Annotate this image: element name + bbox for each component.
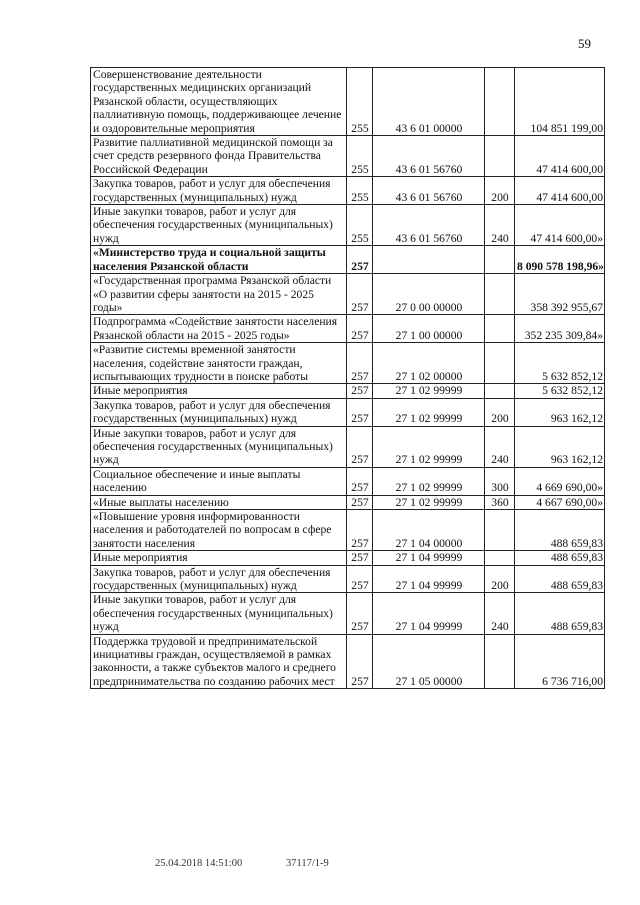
budget-table <box>90 67 605 689</box>
cell-amount: 963 162,12 <box>515 398 605 426</box>
cell-amount: 488 659,83 <box>515 510 605 551</box>
cell-target-article: 27 1 04 99999 <box>373 551 485 565</box>
cell-name: Развитие паллиативной медицинской помощи за счет средств резервного фонда Правительства Российской Федерации <box>91 136 347 177</box>
cell-amount: 5 632 852,12 <box>515 384 605 398</box>
cell-amount: 47 414 600,00 <box>515 136 605 177</box>
cell-expense-type: 240 <box>485 426 515 467</box>
cell-amount: 488 659,83 <box>515 593 605 634</box>
cell-target-article: 27 1 02 99999 <box>373 495 485 509</box>
cell-expense-type <box>485 246 515 274</box>
cell-target-article: 43 6 01 56760 <box>373 136 485 177</box>
table-row <box>91 274 605 315</box>
cell-target-article: 43 6 01 00000 <box>373 68 485 136</box>
table-row <box>91 315 605 343</box>
cell-ministry-code: 255 <box>347 68 373 136</box>
cell-target-article: 43 6 01 56760 <box>373 177 485 205</box>
cell-ministry-code: 255 <box>347 136 373 177</box>
cell-name: Подпрограмма «Содействие занятости населения Рязанской области на 2015 - 2025 годы» <box>91 315 347 343</box>
cell-name: Закупка товаров, работ и услуг для обеспечения государственных (муниципальных) нужд <box>91 398 347 426</box>
table-row <box>91 398 605 426</box>
footer-timestamp: 25.04.2018 14:51:00 <box>155 858 243 869</box>
cell-name: Иные закупки товаров, работ и услуг для обеспечения государственных (муниципальных) нужд <box>91 205 347 246</box>
cell-name: «Повышение уровня информированности населения и работодателей по вопросам в сфере занятости населения <box>91 510 347 551</box>
cell-name: «Иные выплаты населению <box>91 495 347 509</box>
cell-expense-type <box>485 68 515 136</box>
cell-target-article: 27 1 00 00000 <box>373 315 485 343</box>
table-row <box>91 246 605 274</box>
cell-ministry-code: 257 <box>347 246 373 274</box>
cell-ministry-code: 257 <box>347 634 373 689</box>
cell-target-article: 27 1 04 99999 <box>373 593 485 634</box>
cell-name: Иные закупки товаров, работ и услуг для обеспечения государственных (муниципальных) нужд <box>91 593 347 634</box>
cell-ministry-code: 257 <box>347 510 373 551</box>
cell-ministry-code: 257 <box>347 593 373 634</box>
cell-target-article: 27 1 04 00000 <box>373 510 485 551</box>
table-row <box>91 343 605 384</box>
cell-expense-type: 200 <box>485 565 515 593</box>
cell-expense-type: 200 <box>485 398 515 426</box>
cell-ministry-code: 257 <box>347 398 373 426</box>
cell-target-article: 27 0 00 00000 <box>373 274 485 315</box>
table-row <box>91 593 605 634</box>
cell-expense-type: 240 <box>485 205 515 246</box>
cell-expense-type <box>485 551 515 565</box>
table-row <box>91 565 605 593</box>
cell-target-article: 27 1 02 99999 <box>373 467 485 495</box>
cell-name: Социальное обеспечение и иные выплаты населению <box>91 467 347 495</box>
cell-expense-type <box>485 634 515 689</box>
cell-ministry-code: 257 <box>347 426 373 467</box>
cell-amount: 488 659,83 <box>515 551 605 565</box>
footer-document-code: 37117/1-9 <box>286 858 329 869</box>
cell-expense-type <box>485 384 515 398</box>
cell-target-article: 27 1 02 00000 <box>373 343 485 384</box>
cell-ministry-code: 257 <box>347 384 373 398</box>
cell-name: Совершенствование деятельности государственных медицинских организаций Рязанской области, осуществляющих паллиативную помощь, поддерживающее лечение и оздоровительные мероприятия <box>91 68 347 136</box>
cell-target-article: 27 1 02 99999 <box>373 398 485 426</box>
table-row <box>91 68 605 136</box>
cell-target-article: 27 1 02 99999 <box>373 384 485 398</box>
cell-expense-type: 200 <box>485 177 515 205</box>
cell-amount: 4 667 690,00» <box>515 495 605 509</box>
cell-amount: 963 162,12 <box>515 426 605 467</box>
table-row <box>91 551 605 565</box>
cell-expense-type: 300 <box>485 467 515 495</box>
cell-target-article: 27 1 02 99999 <box>373 426 485 467</box>
table-row <box>91 495 605 509</box>
table-row <box>91 384 605 398</box>
cell-expense-type: 360 <box>485 495 515 509</box>
budget-table-body <box>91 68 605 689</box>
cell-expense-type <box>485 136 515 177</box>
cell-amount: 8 090 578 198,96» <box>515 246 605 274</box>
cell-ministry-code: 255 <box>347 205 373 246</box>
cell-expense-type <box>485 510 515 551</box>
cell-name: «Государственная программа Рязанской области «О развитии сферы занятости на 2015 - 2025 годы» <box>91 274 347 315</box>
cell-name: Иные мероприятия <box>91 551 347 565</box>
cell-amount: 488 659,83 <box>515 565 605 593</box>
cell-target-article: 43 6 01 56760 <box>373 205 485 246</box>
cell-ministry-code: 257 <box>347 467 373 495</box>
table-row <box>91 177 605 205</box>
cell-ministry-code: 257 <box>347 565 373 593</box>
cell-name: «Развитие системы временной занятости населения, содействие занятости граждан, испытывающих трудности в поиске работы <box>91 343 347 384</box>
cell-name: Закупка товаров, работ и услуг для обеспечения государственных (муниципальных) нужд <box>91 177 347 205</box>
cell-amount: 47 414 600,00 <box>515 177 605 205</box>
cell-expense-type <box>485 274 515 315</box>
cell-name: Поддержка трудовой и предпринимательской инициативы граждан, осуществляемой в рамках законности, а также субъектов малого и среднего предпринимательства по созданию рабочих мест <box>91 634 347 689</box>
cell-name: Иные мероприятия <box>91 384 347 398</box>
cell-ministry-code: 257 <box>347 315 373 343</box>
table-row <box>91 467 605 495</box>
table-row <box>91 510 605 551</box>
page-number: 59 <box>578 36 591 51</box>
cell-target-article: 27 1 05 00000 <box>373 634 485 689</box>
cell-ministry-code: 257 <box>347 274 373 315</box>
cell-expense-type: 240 <box>485 593 515 634</box>
cell-target-article <box>373 246 485 274</box>
cell-amount: 358 392 955,67 <box>515 274 605 315</box>
cell-expense-type <box>485 315 515 343</box>
cell-ministry-code: 257 <box>347 343 373 384</box>
cell-amount: 104 851 199,00 <box>515 68 605 136</box>
cell-ministry-code: 255 <box>347 177 373 205</box>
cell-amount: 352 235 309,84» <box>515 315 605 343</box>
table-row <box>91 205 605 246</box>
cell-amount: 5 632 852,12 <box>515 343 605 384</box>
cell-name: Закупка товаров, работ и услуг для обеспечения государственных (муниципальных) нужд <box>91 565 347 593</box>
table-row <box>91 136 605 177</box>
cell-expense-type <box>485 343 515 384</box>
cell-name: Иные закупки товаров, работ и услуг для обеспечения государственных (муниципальных) нужд <box>91 426 347 467</box>
table-row <box>91 426 605 467</box>
cell-ministry-code: 257 <box>347 551 373 565</box>
cell-target-article: 27 1 04 99999 <box>373 565 485 593</box>
cell-amount: 6 736 716,00 <box>515 634 605 689</box>
table-row <box>91 634 605 689</box>
cell-amount: 4 669 690,00» <box>515 467 605 495</box>
cell-amount: 47 414 600,00» <box>515 205 605 246</box>
cell-name: «Министерство труда и социальной защиты населения Рязанской области <box>91 246 347 274</box>
cell-ministry-code: 257 <box>347 495 373 509</box>
